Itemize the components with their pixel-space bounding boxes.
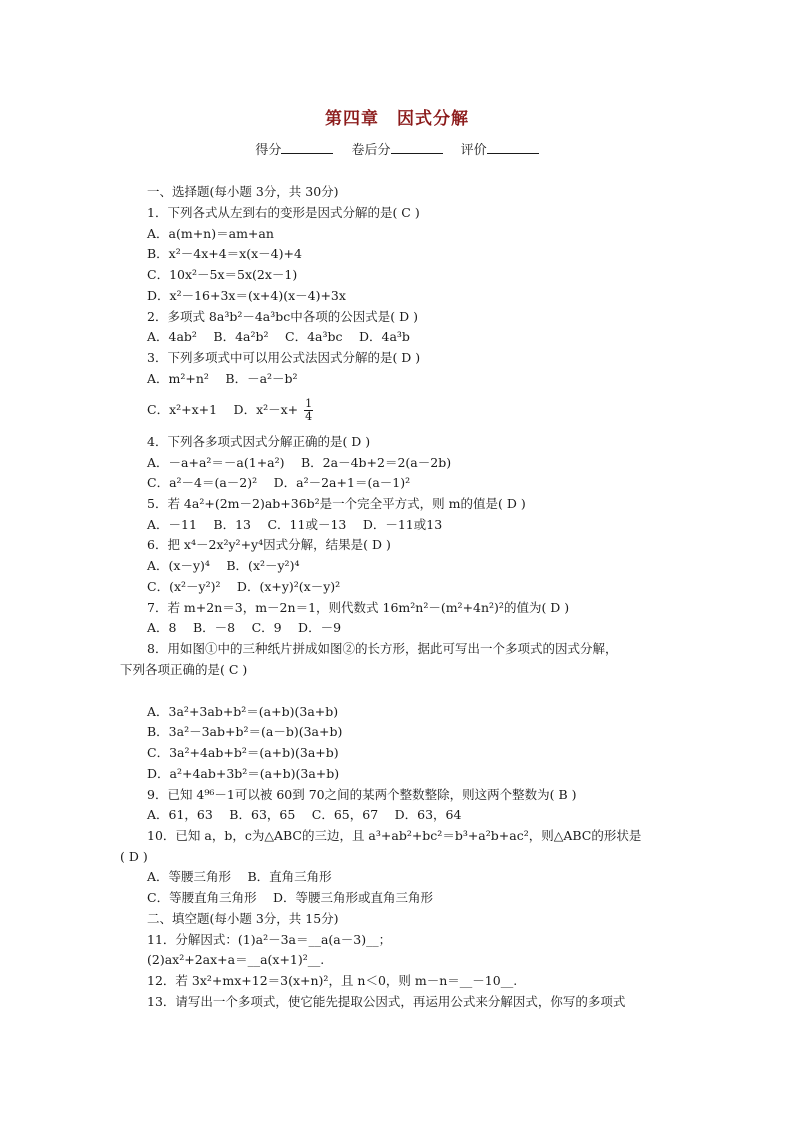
text-line: A．3a²+3ab+b²＝(a+b)(3a+b) [147,704,339,719]
text-line: 5．若 4a²+(2m－2)ab+36b²是一个完全平方式，则 m的值是( D ) [147,496,526,511]
text-line: 3．下列多项式中可以用公式法因式分解的是( D ) [147,350,421,365]
q3-options-cd [147,398,313,423]
score-label: 得分 [255,143,282,158]
q3-options-cd-text: C．x²+x+1 D．x²－x+ [147,402,299,417]
text-line: A．(x－y)⁴ B．(x²－y²)⁴ [147,558,300,573]
text-line: 9．已知 4⁹⁶－1可以被 60到 70之间的某两个整数整除，则这两个整数为( B ) [147,787,577,802]
text-line: (2)ax²+2ax+a＝__a(x+1)²__. [147,952,325,967]
text-line: 13．请写出一个多项式，使它能先提取公因式，再运用公式来分解因式，你写的多项式 [147,994,626,1009]
text-line: 二、填空题(每小题 3分，共 15分) [147,911,339,926]
text-line: A．4ab² B．4a²b² C．4a³bc D．4a³b [147,329,410,344]
fraction [304,398,313,423]
text-line: 一、选择题(每小题 3分，共 30分) [147,184,339,199]
text-line: C．等腰直角三角形 D．等腰三角形或直角三角形 [147,890,434,905]
text-line: A．－a+a²＝－a(1+a²) B．2a－4b+2＝2(a－2b) [147,455,452,470]
fraction-denominator: 4 [305,410,313,423]
text-line: 10．已知 a，b，c为△ABC的三边，且 a³+ab²+bc²＝b³+a²b+ac²，则△ABC的形状是 [147,828,642,843]
text-line: 8．用如图①中的三种纸片拼成如图②的长方形，据此可写出一个多项式的因式分解， [147,641,618,656]
text-line: A．－11 B．13 C．11或－13 D．－11或13 [147,517,443,532]
text-line: C．a²－4＝(a－2)² D．a²－2a+1＝(a－1)² [147,475,411,490]
fraction-numerator: 1 [305,397,313,410]
evaluation-blank[interactable] [487,141,539,154]
score-blank[interactable] [281,141,333,154]
text-line: C．10x²－5x＝5x(2x－1) [147,267,298,282]
page-title: 第四章 因式分解 [325,109,469,129]
text-line: C．3a²+4ab+b²＝(a+b)(3a+b) [147,745,339,760]
text-line: D．a²+4ab+3b²＝(a+b)(3a+b) [147,766,340,781]
text-line: 11．分解因式：(1)a²－3a＝__a(a－3)__； [147,932,392,947]
evaluation-label: 评价 [460,143,487,158]
text-line: C．(x²－y²)² D．(x+y)²(x－y)² [147,579,341,594]
score-header [0,139,794,158]
text-line: 下列各项正确的是( C ) [120,662,248,677]
text-line: A．m²+n² B．－a²－b² [147,371,298,386]
text-line: 7．若 m+2n＝3，m－2n＝1，则代数式 16m²n²－(m²+4n²)²的值为( D ) [147,600,570,615]
text-line: B．3a²－3ab+b²＝(a－b)(3a+b) [147,724,343,739]
text-line: 2．多项式 8a³b²－4a³bc中各项的公因式是( D ) [147,309,418,324]
text-line: A．a(m+n)＝am+an [147,226,274,241]
after-score-blank[interactable] [391,141,443,154]
text-line: A．等腰三角形 B．直角三角形 [147,869,332,884]
text-line: A．61，63 B．63，65 C．65，67 D．63，64 [147,807,462,822]
text-line: 4．下列各多项式因式分解正确的是( D ) [147,434,371,449]
text-line: B．x²－4x+4＝x(x－4)+4 [147,246,302,261]
text-line: 12．若 3x²+mx+12＝3(x+n)²，且 n＜0，则 m－n＝__－10__. [147,973,518,988]
text-line: A．8 B．－8 C．9 D．－9 [147,620,342,635]
text-line: 1．下列各式从左到右的变形是因式分解的是( C ) [147,205,420,220]
text-line: ( D ) [120,849,148,864]
text-line: D．x²－16+3x＝(x+4)(x－4)+3x [147,288,346,303]
after-score-label: 卷后分 [351,143,391,158]
text-line: 6．把 x⁴－2x²y²+y⁴因式分解，结果是( D ) [147,537,391,552]
